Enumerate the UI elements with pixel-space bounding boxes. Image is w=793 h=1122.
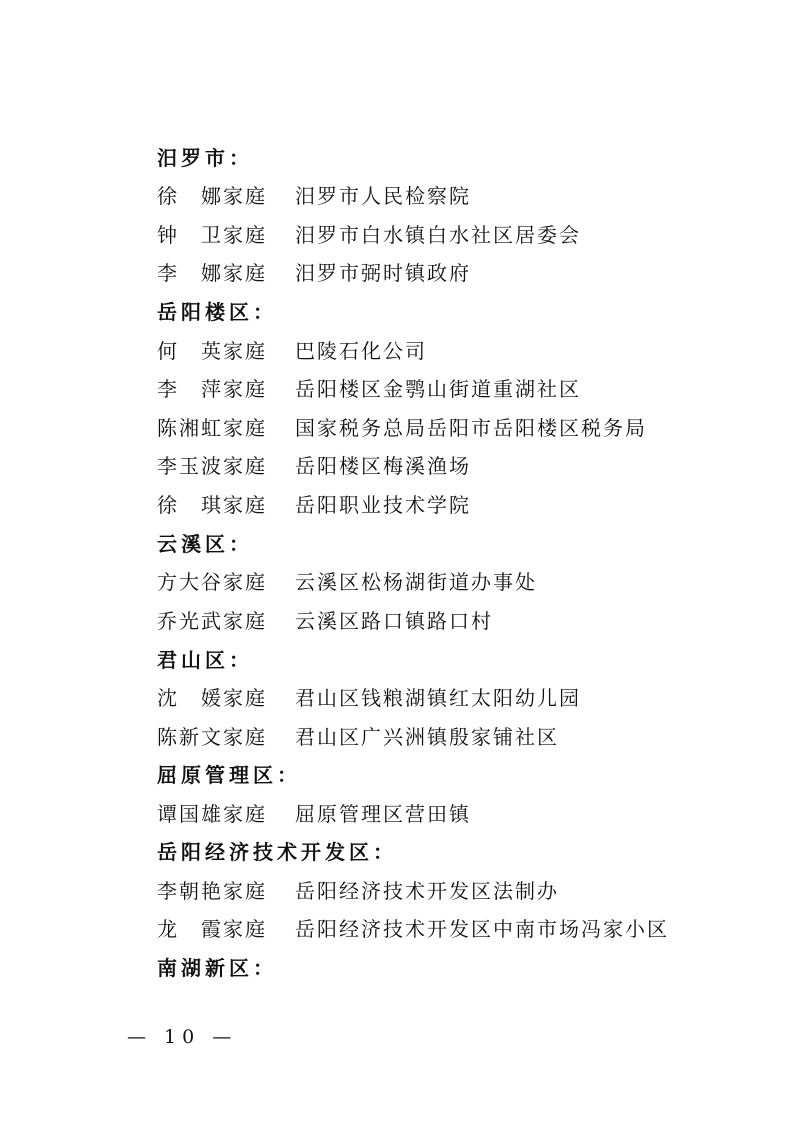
section-heading: 屈原管理区： <box>157 763 301 787</box>
family-name: 乔光武家庭 <box>157 609 267 633</box>
section-heading: 汨罗市： <box>157 146 253 170</box>
organization: 君山区钱粮湖镇红太阳幼儿园 <box>295 686 581 710</box>
section-heading: 岳阳楼区： <box>157 300 277 324</box>
organization: 岳阳经济技术开发区中南市场冯家小区 <box>295 917 669 941</box>
list-item <box>157 604 493 638</box>
section-heading: 云溪区： <box>157 532 253 556</box>
list-item <box>157 488 471 522</box>
organization: 岳阳经济技术开发区法制办 <box>295 879 559 903</box>
list-item <box>157 681 581 715</box>
family-name: 李 娜家庭 <box>157 261 267 285</box>
list-item <box>157 179 471 213</box>
family-name: 龙 霞家庭 <box>157 917 267 941</box>
organization: 岳阳职业技术学院 <box>295 493 471 517</box>
list-item <box>157 912 669 946</box>
family-name: 徐 琪家庭 <box>157 493 267 517</box>
family-name: 钟 卫家庭 <box>157 223 267 247</box>
family-name: 徐 娜家庭 <box>157 184 267 208</box>
organization: 云溪区路口镇路口村 <box>295 609 493 633</box>
family-name: 陈新文家庭 <box>157 725 267 749</box>
list-item <box>157 720 559 754</box>
list-item <box>157 874 559 908</box>
section-heading: 岳阳经济技术开发区： <box>157 840 397 864</box>
list-item <box>157 256 471 290</box>
list-item <box>157 334 427 368</box>
family-name: 李 萍家庭 <box>157 377 267 401</box>
list-item <box>157 372 581 406</box>
family-name: 李玉波家庭 <box>157 454 267 478</box>
organization: 云溪区松杨湖街道办事处 <box>295 570 537 594</box>
organization: 君山区广兴洲镇殷家铺社区 <box>295 725 559 749</box>
family-name: 何 英家庭 <box>157 339 267 363</box>
family-name: 方大谷家庭 <box>157 570 267 594</box>
list-item <box>157 411 647 445</box>
organization: 巴陵石化公司 <box>295 339 427 363</box>
list-item <box>157 218 581 252</box>
family-name: 谭国雄家庭 <box>157 802 267 826</box>
section-heading: 君山区： <box>157 648 253 672</box>
family-name: 陈湘虹家庭 <box>157 416 267 440</box>
family-name: 李朝艳家庭 <box>157 879 267 903</box>
family-name: 沈 媛家庭 <box>157 686 267 710</box>
organization: 国家税务总局岳阳市岳阳楼区税务局 <box>295 416 647 440</box>
list-item <box>157 565 537 599</box>
list-item <box>157 797 471 831</box>
organization: 汨罗市弼时镇政府 <box>295 261 471 285</box>
section-heading: 南湖新区： <box>157 956 277 980</box>
page-number: — 10 — <box>127 1026 238 1048</box>
organization: 汨罗市白水镇白水社区居委会 <box>295 223 581 247</box>
organization: 汨罗市人民检察院 <box>295 184 471 208</box>
organization: 岳阳楼区梅溪渔场 <box>295 454 471 478</box>
organization: 岳阳楼区金鹗山街道重湖社区 <box>295 377 581 401</box>
list-item <box>157 449 471 483</box>
organization: 屈原管理区营田镇 <box>295 802 471 826</box>
